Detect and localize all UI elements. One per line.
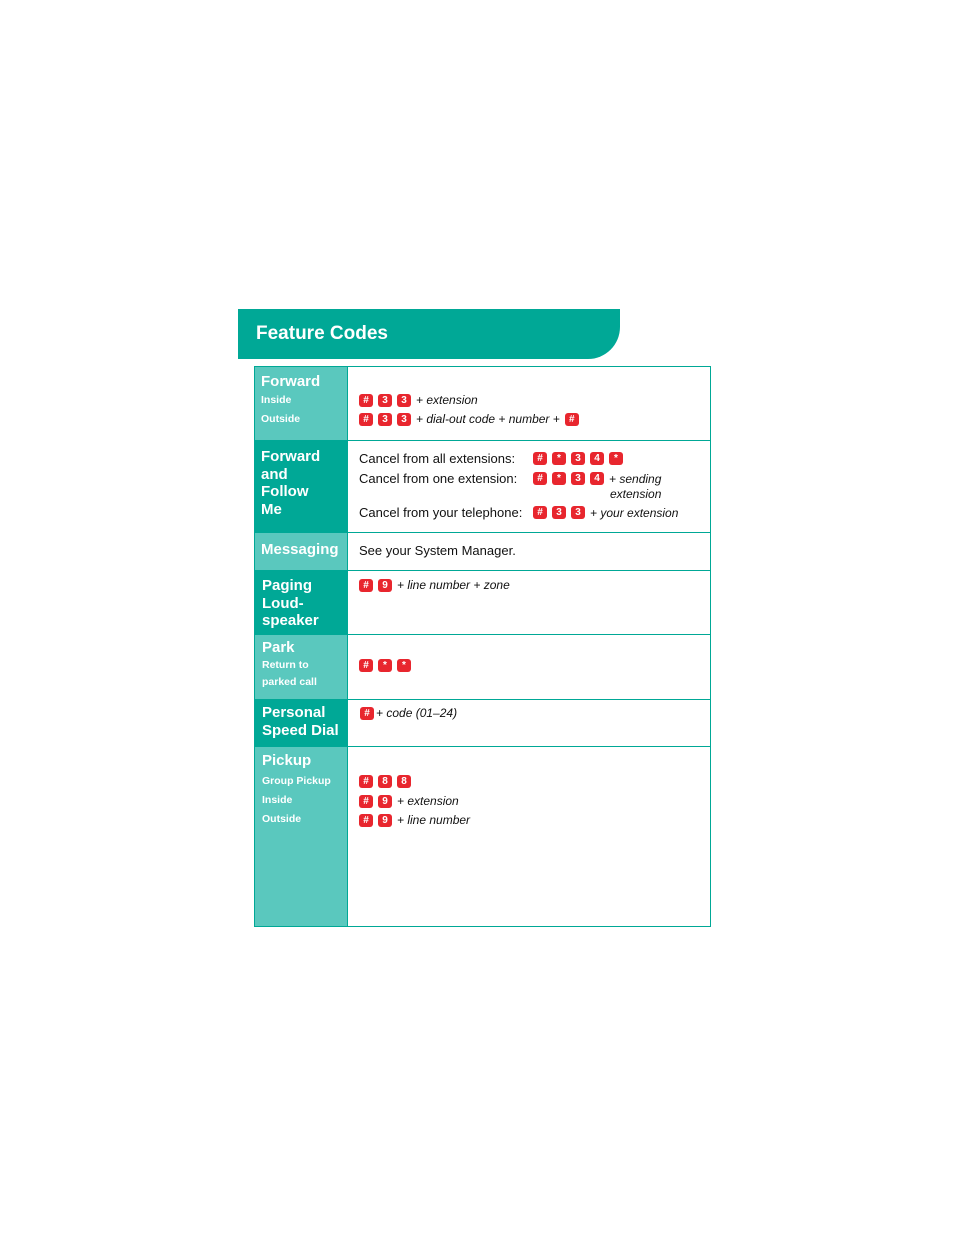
feature-label: Messaging xyxy=(261,541,339,558)
key-icon: # xyxy=(359,413,373,426)
feature-sublabel: Inside xyxy=(262,793,293,806)
code-note: + your extension xyxy=(590,505,679,520)
feature-code-cell xyxy=(348,747,710,926)
key-icon: 3 xyxy=(571,452,585,465)
feature-label: Speed Dial xyxy=(262,721,339,739)
key-icon: # xyxy=(533,472,547,485)
feature-label: and xyxy=(261,465,288,483)
code-line xyxy=(359,543,516,558)
key-icon: 4 xyxy=(590,452,604,465)
code-text: See your System Manager. xyxy=(359,543,516,558)
feature-label: Personal xyxy=(262,704,326,721)
key-icon: 3 xyxy=(571,506,585,519)
key-icon: 8 xyxy=(378,775,392,788)
title-banner xyxy=(238,309,620,359)
feature-sublabel: Outside xyxy=(261,412,301,425)
feature-code-cell xyxy=(348,635,710,699)
code-line xyxy=(359,505,678,520)
feature-row-messaging xyxy=(255,533,710,571)
feature-row-personal-speed-dial xyxy=(255,700,710,747)
key-icon: 3 xyxy=(378,394,392,407)
feature-row-forward xyxy=(255,367,710,441)
key-icon: * xyxy=(378,659,392,672)
feature-label-cell xyxy=(255,533,348,570)
code-line xyxy=(610,487,661,501)
key-icon: # xyxy=(359,659,373,672)
key-icon: 9 xyxy=(378,795,392,808)
feature-code-cell xyxy=(348,441,710,532)
feature-code-cell xyxy=(348,367,710,440)
code-line xyxy=(359,578,510,592)
feature-label-cell xyxy=(255,747,348,926)
key-icon: # xyxy=(533,452,547,465)
key-icon: # xyxy=(565,413,579,426)
feature-label-cell xyxy=(255,635,348,699)
feature-label: speaker xyxy=(262,612,319,629)
key-icon: 3 xyxy=(397,394,411,407)
key-icon: 3 xyxy=(397,413,411,426)
feature-code-cell xyxy=(348,533,710,570)
code-note: + code (01–24) xyxy=(376,706,458,720)
key-icon: * xyxy=(397,659,411,672)
key-icon: 3 xyxy=(571,472,585,485)
feature-row-park xyxy=(255,635,710,700)
key-icon: * xyxy=(552,452,566,465)
feature-row-paging xyxy=(255,571,710,635)
feature-codes-table xyxy=(254,366,711,927)
code-note: + extension xyxy=(397,794,459,808)
code-note: extension xyxy=(610,487,662,501)
feature-sublabel: parked call xyxy=(262,675,317,688)
key-icon: * xyxy=(552,472,566,485)
code-line xyxy=(359,813,470,827)
feature-label: Paging xyxy=(262,577,313,594)
code-note: + sending xyxy=(609,471,662,486)
key-icon: # xyxy=(533,506,547,519)
feature-label: Park xyxy=(262,639,295,656)
feature-label-cell xyxy=(255,441,348,532)
feature-label: Forward xyxy=(261,448,321,465)
key-icon: # xyxy=(360,707,374,720)
key-icon: # xyxy=(359,795,373,808)
feature-label-cell xyxy=(255,700,348,746)
key-icon: 8 xyxy=(397,775,411,788)
feature-code-cell xyxy=(348,571,710,634)
code-line xyxy=(359,659,416,672)
code-note: + line number xyxy=(397,813,471,827)
code-line xyxy=(359,451,628,466)
feature-row-pickup xyxy=(255,747,710,926)
key-icon: # xyxy=(359,394,373,407)
code-line xyxy=(359,412,584,426)
key-icon: # xyxy=(359,579,373,592)
code-text: Cancel from all extensions: xyxy=(359,451,516,466)
feature-sublabel: Return to xyxy=(262,658,309,671)
feature-label: Loud- xyxy=(262,594,304,612)
key-icon: 9 xyxy=(378,579,392,592)
key-icon: 3 xyxy=(552,506,566,519)
feature-label-cell xyxy=(255,367,348,440)
feature-sublabel: Group Pickup xyxy=(262,774,331,787)
code-line xyxy=(360,706,457,720)
feature-row-forward-follow-me xyxy=(255,441,710,533)
code-note: + dial-out code + number + xyxy=(416,412,560,426)
feature-label-cell xyxy=(255,571,348,634)
feature-code-cell xyxy=(348,700,710,746)
key-icon: # xyxy=(359,775,373,788)
feature-sublabel: Outside xyxy=(262,812,302,825)
code-note: + line number + zone xyxy=(397,578,510,592)
feature-sublabel: Inside xyxy=(261,393,292,406)
code-text: Cancel from one extension: xyxy=(359,471,518,486)
code-text: Cancel from your telephone: xyxy=(359,505,523,520)
feature-label: Forward xyxy=(261,373,321,390)
feature-label: Me xyxy=(261,500,282,518)
code-note: + extension xyxy=(416,393,478,407)
code-line xyxy=(359,393,478,407)
feature-label: Pickup xyxy=(262,752,312,769)
key-icon: 9 xyxy=(378,814,392,827)
code-line xyxy=(359,471,661,486)
code-line xyxy=(359,794,459,808)
page-title: Feature Codes xyxy=(256,323,388,344)
key-icon: 4 xyxy=(590,472,604,485)
key-icon: # xyxy=(359,814,373,827)
key-icon: 3 xyxy=(378,413,392,426)
code-line xyxy=(359,775,416,788)
feature-label: Follow xyxy=(261,483,309,500)
key-icon: * xyxy=(609,452,623,465)
